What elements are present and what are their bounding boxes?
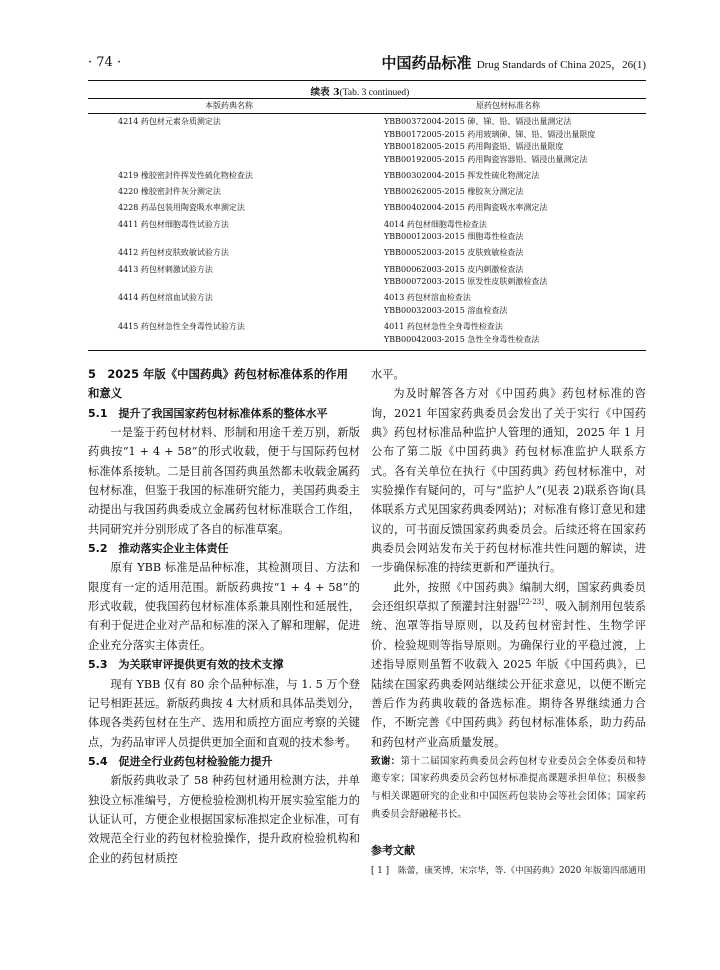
table-row xyxy=(88,114,646,170)
table-cell-standards xyxy=(370,292,646,321)
acknowledgement-label: 致谢： xyxy=(371,755,401,767)
section-5-heading xyxy=(88,365,360,404)
reference-item: [ 1 ] 陈蕾，康笑博，宋宗华，等.《中国药典》2020 年版第四部通用 xyxy=(371,865,646,876)
citation: [22-23] xyxy=(518,598,544,607)
journal-title xyxy=(381,52,646,73)
standard-line: 4011 药包材急性全身毒性检查法 xyxy=(384,322,503,332)
standard-line: YBB00012003-2015 细胞毒性检查法 xyxy=(384,232,524,242)
section-5-4-paragraph: 新版药典收录了 58 种药包材通用检测方法，并单独设立标准编号，方便检验检测机构开展实验室能力的认证认可，方便企业根据国家标准拟定企业标准，可有效规范全行业的药包材检验操作，提升政府检验机构和企业的药包材质控 xyxy=(88,774,360,865)
table-cell-name: 4413 药包材刺激试验方法 xyxy=(118,264,213,274)
table-row xyxy=(88,219,646,248)
journal-title-cn: 中国药品标准 xyxy=(381,54,472,72)
table-cell-name: 4414 药包材溶血试验方法 xyxy=(118,293,213,303)
table-cell-name: 4411 药包材细胞毒性试验方法 xyxy=(118,219,229,229)
standard-line: YBB00052003-2015 皮肤致敏检查法 xyxy=(384,248,524,258)
page-number: · 74 · xyxy=(88,55,122,70)
table-cell-standards xyxy=(370,202,646,218)
left-column xyxy=(88,365,360,868)
guidance-text-a: 此外，按照《中国药典》编制大纲，国家药典委员会还组织草拟了预灌封注射器 xyxy=(371,580,646,614)
standard-line: 4013 药包材溶血检查法 xyxy=(384,293,471,303)
table-header-row xyxy=(88,99,646,114)
acknowledgement-text: 第十二届国家药典委员会药包材专业委员会全体委员和特邀专家；国家药典委员会药包材标准提高课题承担单位；积极参与相关课题研究的企业和中国医药包装协会等社会团体；国家药典委员会舒融秘书长。 xyxy=(371,755,647,820)
section-5-1-paragraph: 一是鉴于药包材材料、形制和用途千差万别，新版药典按“1 + 4 + 58”的形式收载，便于与国际药包材标准体系接轨。二是目前各国药典虽然都未收载金属药包材标准，但鉴于我国的标准研究能力，美国药典委主动提出与我国药典委成立金属药包材标准联合工作组，共同研究并分别形成了各自的标准草案。 xyxy=(88,426,360,536)
table-cell-standards xyxy=(370,114,646,170)
table-row xyxy=(88,264,646,293)
section-5-2-paragraph: 原有 YBB 标准是品种标准，其检测项目、方法和限度有一定的适用范围。新版药典按“1 + 4 + 58”的形式收载，使我国药包材标准体系兼具刚性和延展性，有利于促进企业对产品和标准的深入了解和理解，促进企业充分落实主体责任。 xyxy=(88,561,360,652)
table-row xyxy=(88,321,646,350)
standards-table xyxy=(88,98,646,351)
standard-line: YBB00402004-2015 药用陶瓷吸水率测定法 xyxy=(384,203,548,213)
table-row xyxy=(88,170,646,186)
standard-line: YBB00182005-2015 药用陶瓷铅、镉浸出量限度 xyxy=(384,142,564,152)
standard-line: YBB00302004-2015 挥发性硫化物测定法 xyxy=(384,170,540,180)
section-5-3-paragraph: 现有 YBB 仅有 80 余个品种标准，与 1. 5 万个登记号相距甚远。新版药典按 4 大材质和具体品类划分，体现各类药包材在生产、选用和质控方面应考察的关键点，为药品审评人员提供更加全面和直观的技术参考。 xyxy=(88,677,360,749)
standard-line: YBB00262005-2015 橡胶灰分测定法 xyxy=(384,187,524,197)
table-cell-name: 4228 药品包装用陶瓷吸水率测定法 xyxy=(118,203,245,213)
table-cell-standards xyxy=(370,170,646,186)
standard-line: YBB00062003-2015 皮内刺激检查法 xyxy=(384,264,524,274)
consultation-paragraph: 为及时解答各方对《中国药典》药包材标准的咨询，2021 年国家药典委员会发出了关于实行《中国药典》药包材标准品种监护人管理的通知，2025 年 1 月公布了第二版《中国药典》药包材标准监护人联系方式。各有关单位在执行《中国药典》药包材标准中，对实验操作有疑问的，可与“监护人”(见表 2)联系咨询(具体联系方式见国家药典委网站)；对标准有修订意见和建议的，可书面反馈国家药典委员会。后续还将在国家药典委员会网站发布关于药包材标准共性问题的解读，进一步确保标准的持续更新和严谨执行。 xyxy=(371,387,646,575)
table-row xyxy=(88,202,646,218)
table-caption-cn: 续表 3 xyxy=(310,87,340,98)
standard-line: YBB00042003-2015 急性全身毒性检查法 xyxy=(384,334,540,344)
table-row xyxy=(88,247,646,263)
section-5-heading-line: 5 2025 年版《中国药典》药包材标准体系的作用 xyxy=(88,367,349,381)
table-cell-standards xyxy=(370,321,646,350)
section-5-heading-line: 和意义 xyxy=(88,386,123,401)
table-row xyxy=(88,292,646,321)
standard-line: 4014 药包材细胞毒性检查法 xyxy=(384,219,487,229)
right-column xyxy=(371,365,646,878)
table-caption xyxy=(0,84,720,98)
journal-title-en: Drug Standards of China 2025，26(1) xyxy=(476,59,646,71)
section-5-4-heading: 5.4 促进全行业药包材检验能力提升 xyxy=(88,754,273,768)
standard-line: YBB00372004-2015 砷、锑、铅、镉浸出量测定法 xyxy=(384,117,572,126)
page-header xyxy=(88,52,646,76)
references-heading: 参考文献 xyxy=(371,844,415,858)
table-cell-name: 4412 药包材皮肤致敏试验方法 xyxy=(118,248,229,258)
standard-line: YBB00192005-2015 药用陶瓷容器铅、镉浸出量测定法 xyxy=(384,154,588,164)
section-5-1-heading: 5.1 提升了我国国家药包材标准体系的整体水平 xyxy=(88,406,328,420)
continued-paragraph: 水平。 xyxy=(371,368,405,381)
guidance-paragraph xyxy=(371,578,646,752)
standard-line: YBB00172005-2015 药用玻璃砷、锑、铅、镉浸出量限度 xyxy=(384,129,596,139)
table-cell-name: 4415 药包材急性全身毒性试验方法 xyxy=(118,322,245,332)
standard-line: YBB00072003-2015 原发性皮肤刺激检查法 xyxy=(384,277,548,287)
section-5-3-heading: 5.3 为关联审评提供更有效的技术支撑 xyxy=(88,658,284,672)
table-row xyxy=(88,186,646,202)
table-header-current-name: 本版药典名称 xyxy=(205,100,253,110)
section-5-2-heading: 5.2 推动落实企业主体责任 xyxy=(88,542,229,556)
table-cell-standards xyxy=(370,247,646,263)
table-caption-en: (Tab. 3 continued) xyxy=(339,88,410,98)
table-cell-name: 4220 橡胶密封件灰分测定法 xyxy=(118,187,221,197)
header-rule xyxy=(88,80,646,81)
table-cell-name: 4219 橡胶密封件挥发性硫化物检查法 xyxy=(118,170,253,180)
guidance-text-b: 、吸入制剂用包装系统、泡罩等指导原则，以及药包材密封性、生物学评价、检验规则等指导原则。为确保行业的平稳过渡，上述指导原则虽暂不收载入 2025 年版《中国药典》，已陆续在国家药典委网站继续公开征求意见，以便不断完善后作为药典收载的备选标准。期待各界继续通力合作，不断完善《中国药典》药包材标准体系，助力药品和药包材产业高质量发展。 xyxy=(371,600,646,749)
standard-line: YBB00032003-2015 溶血检查法 xyxy=(384,305,508,315)
table-cell-standards xyxy=(370,264,646,293)
table-cell-name: 4214 药包材元素杂质测定法 xyxy=(118,117,221,126)
acknowledgement xyxy=(371,753,646,823)
table-header-original-name: 原药包材标准名称 xyxy=(476,100,540,110)
table-cell-standards xyxy=(370,186,646,202)
table-cell-standards xyxy=(370,219,646,248)
